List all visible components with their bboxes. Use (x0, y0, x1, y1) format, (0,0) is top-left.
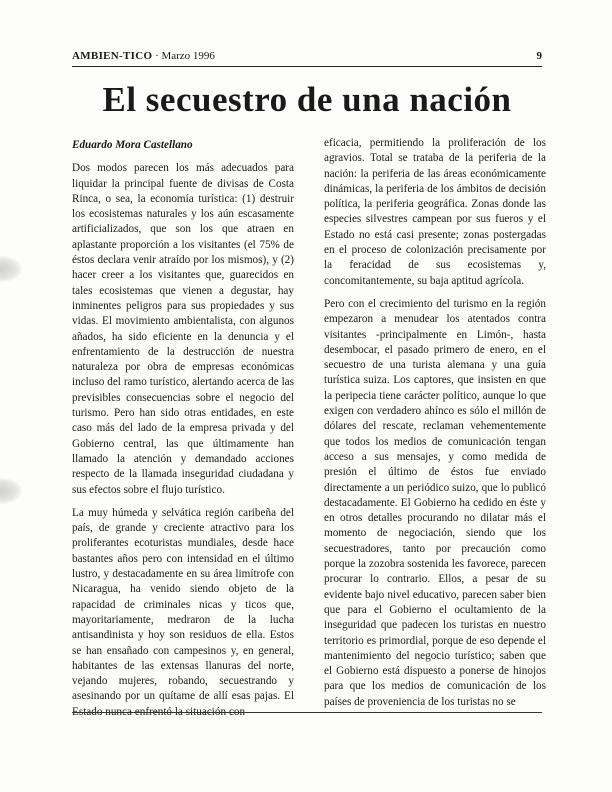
issue-date: · Marzo 1996 (155, 50, 215, 62)
journal-name: AMBIEN-TICO (72, 50, 153, 62)
left-column (72, 138, 294, 728)
punch-hole-top (0, 256, 22, 282)
running-header (72, 50, 542, 66)
footer-rule (72, 712, 542, 713)
right-column (324, 136, 546, 718)
punch-hole-bottom (0, 478, 22, 504)
author-byline: Eduardo Mora Castellano (72, 139, 193, 151)
header-rule (72, 66, 542, 67)
paragraph: eficacia, permitiendo la proliferación de los agravios. Total se trataba de la periferia de la nación: la periferia de las áreas económicamente dinámicas, la periferia de los ámbitos de decisión política, la periferia geográfica. Zonas donde las especies silvestres campean por sus fueros y el Estado no está casi presente; zonas postergadas en el proceso de colonización precisamente por la feracidad de sus ecosistemas y, concomitantemente, su baja aptitud agrícola. (324, 137, 546, 287)
paragraph: Pero con el crecimiento del turismo en la región empezaron a menudear los atentados contra visitantes -principalmente en Limón-, hasta desembocar, el pasado primero de enero, en el secuestro de una turista alemana y una guía turística suiza. Los captores, que insisten en que la peripecia tiene carácter político, aunque lo que exigen con verdadero ahínco es sólo el millón de dólares del rescate, reclaman vehementemente que todos los medios de comunicación tengan acceso a sus mensajes, y como medida de presión el último de éstos fue enviado directamente a un periódico suizo, que lo publicó destacadamente. El Gobierno ha cedido en éste y en otros detalles procurando no dilatar más el momento de negociación, siendo que los secuestradores, tanto por precaución como porque la zozobra sostenida les favorece, parecen procurar lo contrario. Ellos, a pesar de su evidente bajo nivel educativo, parecen saber bien que para el Gobierno el ocultamiento de la inseguridad que padecen los turistas en nuestro territorio es primordial, porque de eso depende el mantenimiento del negocio turístico; saben que el Gobierno está dispuesto a ponerse de hinojos para que los medios de comunicación de los países de proveniencia de los turistas no se (324, 297, 546, 708)
paragraph: Dos modos parecen los más adecuados para liquidar la principal fuente de divisas de Costa Rinca, o sea, la economía turística: (1) destruir los ecosistemas naturales y los aún escasamente artificializados, que son los que atraen en aplastante proporción a los visitantes (el 75% de éstos declara venir atraído por los mismos), y (2) hacer creer a los visitantes que, guarecidos en tales ecosistemas que vienen a degustar, hay inminentes peligros para sus propiedades y sus vidas. El movimiento ambientalista, con algunos añados, ha sido eficiente en la denuncia y el enfrentamiento de la destrucción de nuestra naturaleza por obra de empresas económicas incluso del ramo turístico, alertando acerca de las previsibles consecuencias sobre el negocio del turismo. Pero han sido otras entidades, en este caso más del lado de la empresa privada y del Gobierno central, las que últimamente han llamado la atención y demandado acciones respecto de la llamada inseguridad ciudadana y sus efectos sobre el flujo turístico. (72, 162, 294, 496)
paragraph: La muy húmeda y selvática región caribeña del país, de grande y creciente atractivo para los proliferantes ecoturistas mundiales, desde hace bastantes años pero con intensidad en el último lustro, y destacadamente en su área limítrofe con Nicaragua, ha venido siendo objeto de la rapacidad de criminales nicas y ticos que, mayoritariamente, medraron de la lucha antisandinista y hoy son residuos de ella. Estos se han ensañado con campesinos y, en general, habitantes de las extensas llanuras del norte, vejando mujeres, robando, secuestrando y asesinando por un quítame de allí esas pajas. El Estado nunca enfrentó la situación con (72, 506, 294, 718)
article-title: El secuestro de una nación (102, 80, 512, 119)
page-number: 9 (536, 50, 542, 62)
